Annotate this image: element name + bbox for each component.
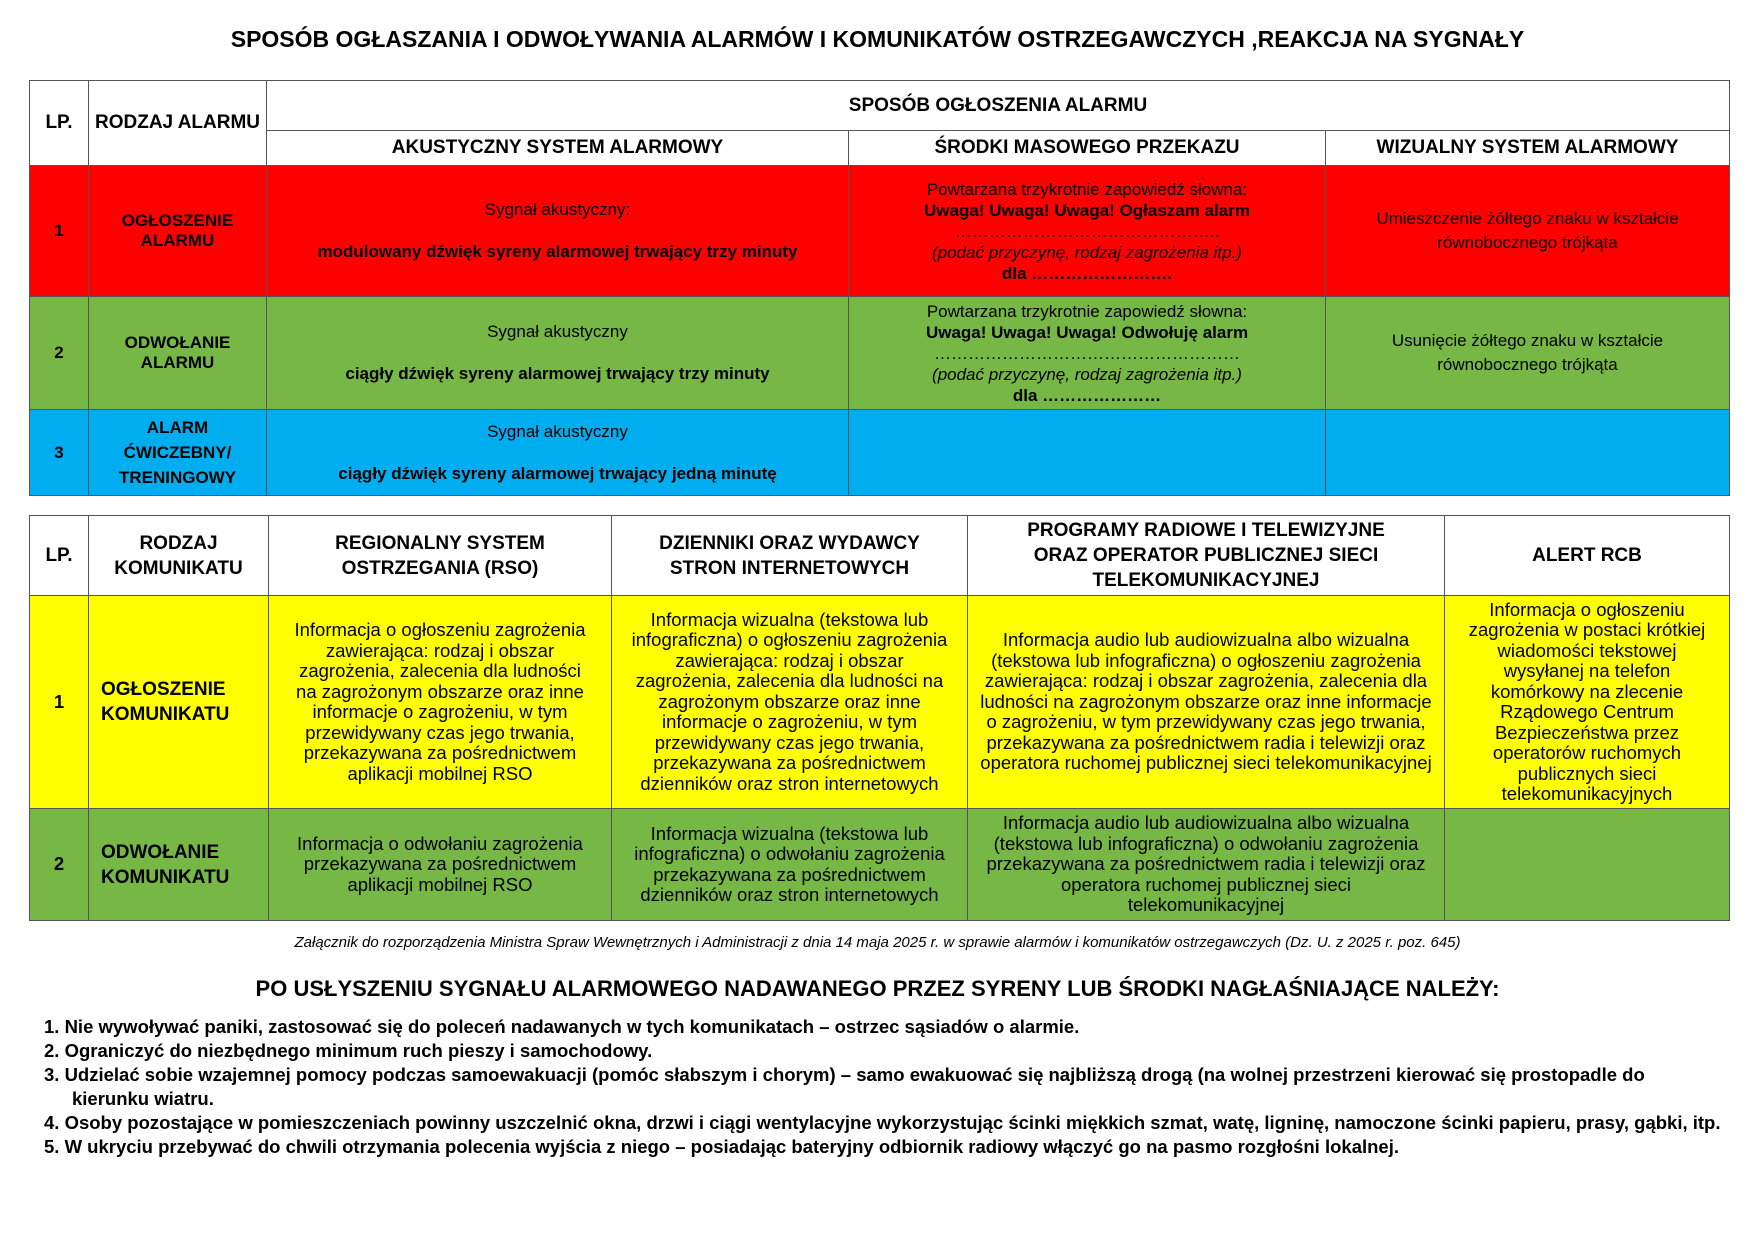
- media-message: Uwaga! Uwaga! Uwaga! Odwołuję alarm: [925, 322, 1249, 342]
- instruction-item: 1. Nie wywoływać paniki, zastosować się do poleceń nadawanych w tych komunikatach – ostrzec sąsiadów o alarmie.: [44, 1016, 1080, 1037]
- media-dots: ………………………………………………: [934, 343, 1240, 363]
- rso-cell: Informacja o ogłoszeniu zagrożenia zawierająca: rodzaj i obszar zagrożenia, zalecenia dla ludności na zagrożonym obszarze oraz inne informacje o zagrożeniu, w tym przewidywany czas jego trwania, przekazywana za pośrednictwem aplikacji mobilnej RSO: [269, 596, 612, 809]
- page-title: SPOSÓB OGŁASZANIA I ODWOŁYWANIA ALARMÓW I KOMUNIKATÓW OSTRZEGAWCZYCH ,REAKCJA NA SYGNAŁY: [230, 26, 1525, 52]
- media-hint: (podać przyczynę, rodzaj zagrożenia itp.): [932, 242, 1242, 262]
- instruction-item: 4. Osoby pozostające w pomieszczeniach powinny uszczelnić okna, drzwi i ciągi wentylacyjne wykorzystując ścinki miękkich szmat, watę, ligninę, namoczone ścinki papieru, prasy, gąbki, itp.: [44, 1112, 1721, 1133]
- instruction-item: 5. W ukryciu przebywać do chwili otrzymania polecenia wyjścia z niego – posiadając bateryjny odbiornik radiowy włączyć go na pasmo rozgłośni lokalnej.: [44, 1136, 1399, 1157]
- media-dla: dla …………………: [1012, 385, 1162, 405]
- row-number: 1: [30, 166, 89, 297]
- row-number: 3: [30, 410, 89, 496]
- radio-cell: Informacja audio lub audiowizualna albo wizualna (tekstowa lub infograficzna) o ogłoszeniu zagrożenia zawierająca: rodzaj i obszar zagrożenia, zalecenia dla ludności na zagrożonym obszarze oraz inne informacje o zagrożeniu, w tym przewidywany czas jego trwania, przekazywana za pośrednictwem radia i telewizji oraz operatora ruchomej publicznej sieci telekomunikacyjnej: [968, 596, 1445, 809]
- acoustic-label: Sygnał akustyczny: [487, 322, 628, 341]
- acoustic-description: ciągły dźwięk syreny alarmowej trwający jedną minutę: [338, 463, 777, 483]
- table-row: [30, 166, 1730, 297]
- acoustic-description: modulowany dźwięk syreny alarmowej trwający trzy minuty: [317, 242, 798, 261]
- media-intro: Powtarzana trzykrotnie zapowiedź słowna:: [926, 179, 1248, 199]
- media-hint: (podać przyczynę, rodzaj zagrożenia itp.): [932, 364, 1242, 384]
- visual-cell: [1326, 410, 1730, 496]
- row-number: 2: [30, 297, 89, 410]
- col-media-header: ŚRODKI MASOWEGO PRZEKAZU: [849, 131, 1326, 166]
- legal-note: Załącznik do rozporządzenia Ministra Spraw Wewnętrznych i Administracji z dnia 14 maja 2025 r. w sprawie alarmów i komunikatów ostrzegawczych (Dz. U. z 2025 r. poz. 645): [294, 934, 1461, 951]
- col-akustyczny-header: AKUSTYCZNY SYSTEM ALARMOWY: [267, 131, 849, 166]
- col-rcb-header: ALERT RCB: [1445, 516, 1730, 596]
- table-row: [30, 809, 1730, 921]
- alarm-kind: OGŁOSZENIE ALARMU: [89, 166, 267, 297]
- rcb-cell: [1445, 809, 1730, 921]
- col-lp-header: LP.: [30, 516, 89, 596]
- radio-cell: Informacja audio lub audiowizualna albo wizualna (tekstowa lub infograficzna) o odwołaniu zagrożenia przekazywana za pośrednictwem radia i telewizji oraz operatora ruchomej publicznej sieci telekomunikacyjnej: [968, 809, 1445, 921]
- col-lp-header: LP.: [30, 81, 89, 166]
- instructions-heading: PO USŁYSZENIU SYGNAŁU ALARMOWEGO NADAWANEGO PRZEZ SYRENY LUB ŚRODKI NAGŁAŚNIAJĄCE NALEŻY:: [255, 976, 1500, 1001]
- acoustic-cell: [267, 410, 849, 496]
- media-cell: [849, 410, 1326, 496]
- media-dla: dla …………………….: [1001, 263, 1172, 283]
- media-cell: [849, 166, 1326, 297]
- media-dots: ………………………………………..: [954, 221, 1220, 241]
- col-radio-header: PROGRAMY RADIOWE I TELEWIZYJNE ORAZ OPERATOR PUBLICZNEJ SIECI TELEKOMUNIKACYJNEJ: [968, 516, 1445, 596]
- col-rso-header: REGIONALNY SYSTEM OSTRZEGANIA (RSO): [269, 516, 612, 596]
- rcb-cell: Informacja o ogłoszeniu zagrożenia w postaci krótkiej wiadomości tekstowej wysyłanej na telefon komórkowy na zlecenie Rządowego Centrum Bezpieczeństwa przez operatorów ruchomych publicznych sieci telekomunikacyjnych: [1445, 596, 1730, 809]
- media-cell: [849, 297, 1326, 410]
- col-wizualny-header: WIZUALNY SYSTEM ALARMOWY: [1326, 131, 1730, 166]
- alarm-kind: ODWOŁANIE ALARMU: [89, 297, 267, 410]
- dzienniki-cell: Informacja wizualna (tekstowa lub infograficzna) o odwołaniu zagrożenia przekazywana za pośrednictwem dzienników oraz stron internetowych: [612, 809, 968, 921]
- instruction-item: 2. Ograniczyć do niezbędnego minimum ruch pieszy i samochodowy.: [44, 1040, 653, 1061]
- instructions-list: [44, 1015, 1724, 1159]
- row-number: 1: [30, 596, 89, 809]
- rso-cell: Informacja o odwołaniu zagrożenia przekazywana za pośrednictwem aplikacji mobilnej RSO: [269, 809, 612, 921]
- table-row: [30, 410, 1730, 496]
- acoustic-label: Sygnał akustyczny:: [484, 200, 631, 219]
- acoustic-cell: [267, 166, 849, 297]
- visual-cell: Usunięcie żółtego znaku w kształcie równobocznego trójkąta: [1326, 297, 1730, 410]
- dzienniki-cell: Informacja wizualna (tekstowa lub infograficzna) o ogłoszeniu zagrożenia zawierająca: rodzaj i obszar zagrożenia, zalecenia dla ludności na zagrożonym obszarze oraz inne informacje o zagrożeniu, w tym przewidywany czas jego trwania, przekazywana za pośrednictwem dzienników oraz stron internetowych: [612, 596, 968, 809]
- alarm-table: [29, 80, 1730, 496]
- komunikat-table: [29, 515, 1730, 921]
- komunikat-kind: ODWOŁANIE KOMUNIKATU: [89, 809, 269, 921]
- acoustic-cell: [267, 297, 849, 410]
- acoustic-description: ciągły dźwięk syreny alarmowej trwający trzy minuty: [345, 364, 770, 383]
- col-sposob-header: SPOSÓB OGŁOSZENIA ALARMU: [267, 81, 1730, 131]
- komunikat-kind: OGŁOSZENIE KOMUNIKATU: [89, 596, 269, 809]
- alarm-kind: ALARM ĆWICZEBNY/ TRENINGOWY: [89, 410, 267, 496]
- col-rodzaj-komunikatu-header: RODZAJ KOMUNIKATU: [89, 516, 269, 596]
- instruction-item: 3. Udzielać sobie wzajemnej pomocy podczas samoewakuacji (pomóc słabszym i chorym) – samo ewakuować się najbliższą drogą (na wolnej przestrzeni kierować się prostopadle do kierunku wiatru.: [44, 1064, 1645, 1109]
- table-row: [30, 297, 1730, 410]
- acoustic-label: Sygnał akustyczny: [487, 421, 628, 441]
- visual-cell: Umieszczenie żółtego znaku w kształcie równobocznego trójkąta: [1326, 166, 1730, 297]
- col-rodzaj-alarmu-header: RODZAJ ALARMU: [89, 81, 267, 166]
- col-dzienniki-header: DZIENNIKI ORAZ WYDAWCY STRON INTERNETOWYCH: [612, 516, 968, 596]
- row-number: 2: [30, 809, 89, 921]
- table-row: [30, 596, 1730, 809]
- media-intro: Powtarzana trzykrotnie zapowiedź słowna:: [926, 301, 1248, 321]
- media-message: Uwaga! Uwaga! Uwaga! Ogłaszam alarm: [924, 200, 1250, 220]
